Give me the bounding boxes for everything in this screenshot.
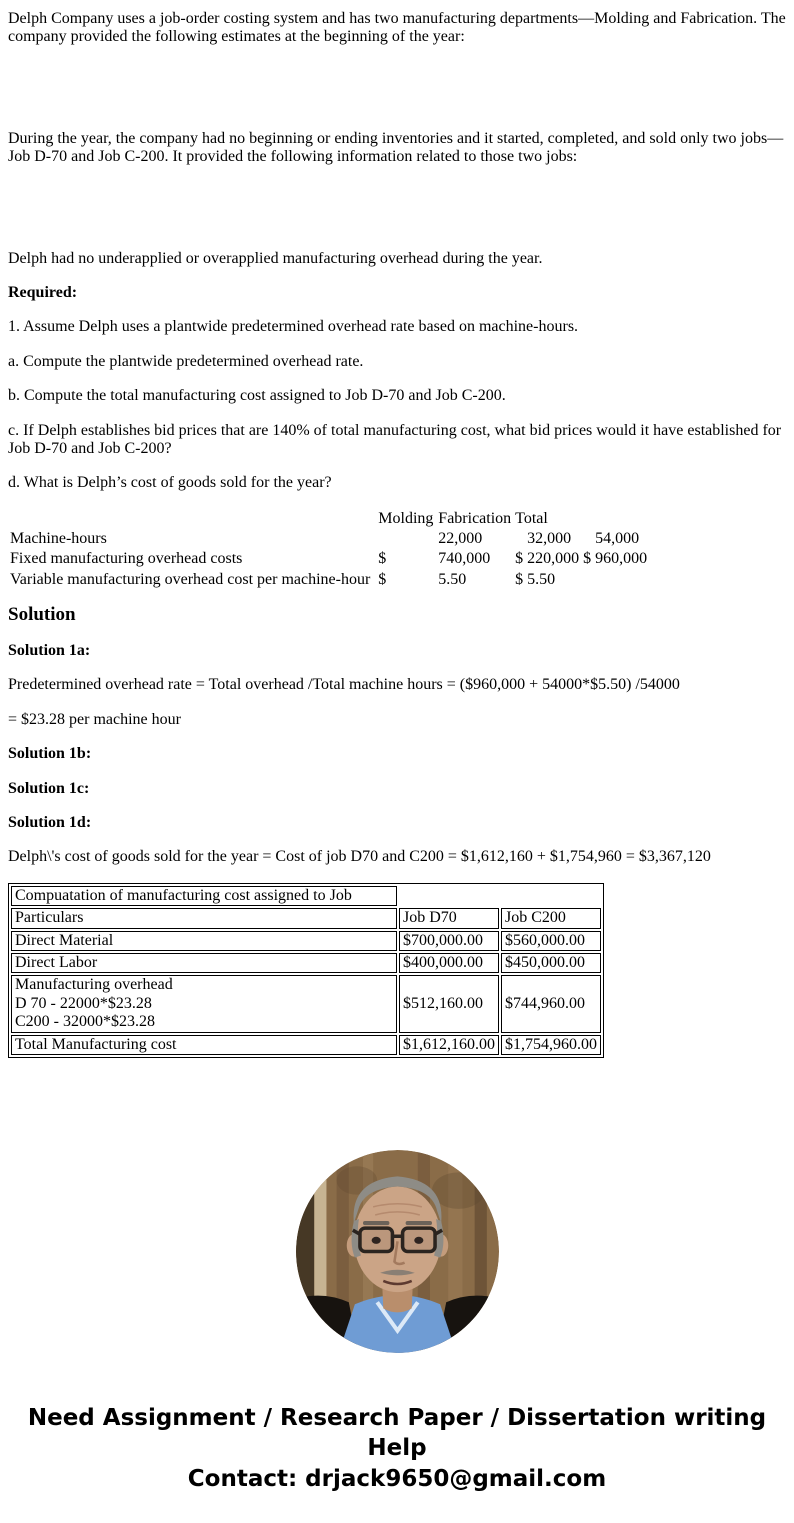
- solution-1b-label: Solution 1b:: [8, 745, 92, 763]
- content-gap-2: [8, 183, 786, 250]
- estimates-header-fabrication: Fabrication: [438, 509, 512, 527]
- row-label: Machine-hours: [10, 530, 107, 548]
- paragraph-intro: Delph Company uses a job-order costing system and has two manufacturing departments—Molding and Fabrication. The company provided the following estimates at the beginning of the year:: [8, 10, 786, 46]
- requirement-1b: b. Compute the total manufacturing cost assigned to Job D-70 and Job C-200.: [8, 387, 506, 405]
- tutor-avatar-section: [8, 1150, 786, 1353]
- estimates-header-empty: [8, 509, 372, 529]
- row-label: Variable manufacturing overhead cost per machine-hour: [10, 570, 371, 588]
- estimates-row-variable-overhead: Variable manufacturing overhead cost per machine-hour $ 5.50 $ 5.50: [8, 570, 653, 590]
- solution-1d-text: Delph\'s cost of goods sold for the year = Cost of job D70 and C200 = $1,612,160 + $1,754,960 = $3,367,120: [8, 848, 711, 866]
- col-header-particulars: Particulars: [11, 908, 397, 928]
- solution-heading: Solution: [8, 604, 76, 626]
- row-label: Fixed manufacturing overhead costs: [10, 550, 243, 568]
- estimates-header-row: [8, 509, 653, 529]
- required-label: Required:: [8, 283, 78, 301]
- requirement-1: 1. Assume Delph uses a plantwide predetermined overhead rate based on machine-hours.: [8, 318, 579, 336]
- help-banner-contact: Contact: drjack9650@gmail.com: [187, 1465, 607, 1492]
- cost-table-title-row: [11, 886, 601, 906]
- requirement-1c: c. If Delph establishes bid prices that are 140% of total manufacturing cost, what bid prices would it have established for Job D-70 and Job C-200?: [8, 421, 782, 457]
- col-header-job-d70: Job D70: [399, 908, 499, 928]
- solution-1d-label: Solution 1d:: [8, 814, 92, 832]
- estimates-header-molding: Molding: [378, 509, 434, 527]
- estimates-row-fixed-overhead: Fixed manufacturing overhead costs $ 740,000 $ 220,000 $ 960,000: [8, 549, 653, 569]
- cost-computation-table: [8, 883, 604, 1058]
- cost-table-title: Compuatation of manufacturing cost assigned to Job: [11, 886, 397, 906]
- content-gap-1: [8, 63, 786, 130]
- cost-row-total: Total Manufacturing cost $1,612,160.00 $1,754,960.00: [11, 1035, 601, 1055]
- paragraph-overhead-note: Delph had no underapplied or overapplied manufacturing overhead during the year.: [8, 249, 543, 267]
- requirement-1a: a. Compute the plantwide predetermined overhead rate.: [8, 352, 364, 370]
- solution-1a-label: Solution 1a:: [8, 642, 91, 660]
- tutor-avatar: [296, 1150, 499, 1353]
- estimates-row-machine-hours: Machine-hours 22,000 32,000 54,000: [8, 529, 653, 549]
- solution-1a-result: = $23.28 per machine hour: [8, 710, 181, 728]
- cost-row-manufacturing-overhead: Manufacturing overhead D 70 - 22000*$23.28 C200 - 32000*$23.28 $512,160.00 $744,960.00: [11, 975, 601, 1032]
- col-header-job-c200: Job C200: [501, 908, 601, 928]
- help-banner: [8, 1403, 786, 1494]
- tutor-photo-illustration: [296, 1150, 499, 1353]
- solution-1a-formula: Predetermined overhead rate = Total overhead /Total machine hours = ($960,000 + 54000*$5.50) /54000: [8, 676, 680, 694]
- cost-row-direct-labor: Direct Labor $400,000.00 $450,000.00: [11, 953, 601, 973]
- estimates-header-total: Total: [515, 509, 548, 527]
- requirement-1d: d. What is Delph’s cost of goods sold for the year?: [8, 474, 332, 492]
- paragraph-jobs-info: During the year, the company had no beginning or ending inventories and it started, completed, and sold only two jobs—Job D-70 and Job C-200. It provided the following information related to those two jobs:: [8, 129, 784, 166]
- estimates-table: [8, 509, 653, 591]
- solution-1c-label: Solution 1c:: [8, 779, 90, 797]
- help-banner-line1: Need Assignment / Research Paper / Dissertation writing Help: [27, 1404, 767, 1462]
- cost-table-header-row: [11, 908, 601, 928]
- cost-row-direct-material: Direct Material $700,000.00 $560,000.00: [11, 931, 601, 951]
